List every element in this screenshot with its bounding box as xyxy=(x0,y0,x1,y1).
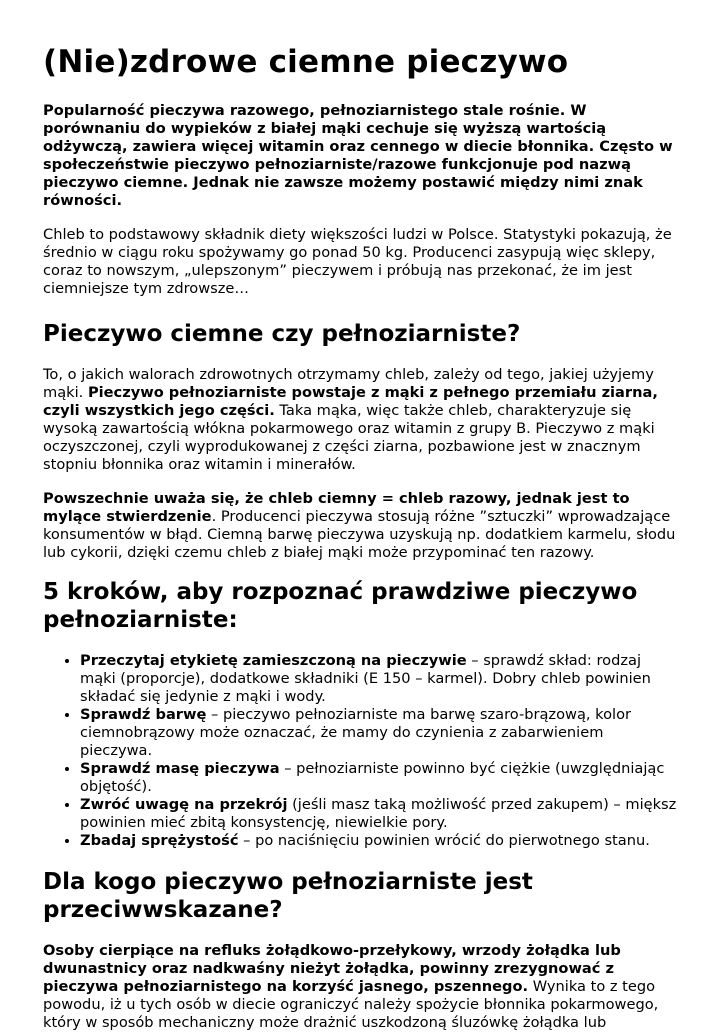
list-item-text: – po naciśnięciu powinien wrócić do pierwotnego stanu. xyxy=(238,832,650,849)
list-item-bold: Sprawdź barwę xyxy=(80,706,207,723)
list-item xyxy=(80,832,680,850)
list-item-bold: Zbadaj sprężystość xyxy=(80,832,239,849)
list-item xyxy=(80,796,680,832)
section1-p2-bold: Powszechnie uważa się, że chleb ciemny = chleb razowy, jednak jest to mylące stwierdzenie xyxy=(43,490,630,525)
section1-paragraph-1 xyxy=(43,366,680,474)
section-heading-five-steps: 5 kroków, aby rozpoznać prawdziwe pieczywo pełnoziarniste: xyxy=(43,579,638,633)
intro-paragraph: Chleb to podstawowy składnik diety większości ludzi w Polsce. Statystyki pokazują, że średnio w ciągu roku spożywamy go ponad 50 kg. Producenci zasypują więc sklepy, coraz to nowszym, „ulepszonym” pieczywem i próbują nas przekonać, że im jest ciemniejsze tym zdrowsze… xyxy=(43,226,672,297)
list-item xyxy=(80,706,680,760)
list-item xyxy=(80,760,680,796)
section3-p1-bold: Osoby cierpiące na refluks żołądkowo-przełykowy, wrzody żołądka lub dwunastnicy oraz nadkwaśny nieżyt żołądka, powinny zrezygnować z pieczywa pełnoziarnistego na korzyść jasnego, pszennego. xyxy=(43,942,621,995)
section1-p1-end: Taka mąka, więc także chleb, charakteryzuje się wysoką zawartością włókna pokarmowego oraz witamin z grupy B. Pieczywo z mąki oczyszczonej, czyli wyprodukowanej z części ziarna, pozbawione jest w znacznym stopniu błonnika oraz witamin i minerałów. xyxy=(43,402,655,473)
list-item-text: (jeśli masz taką możliwość przed zakupem) – miększ powinien mieć zbitą konsystencję, niewielkie pory. xyxy=(80,796,677,831)
list-item-bold: Sprawdź masę pieczywa xyxy=(80,760,280,777)
section1-p1-start: To, o jakich walorach zdrowotnych otrzymamy chleb, zależy od tego, jakiej użyjemy mąki. xyxy=(43,366,654,401)
lead-paragraph: Popularność pieczywa razowego, pełnoziarnistego stale rośnie. W porównaniu do wypieków z białej mąki cechuje się wyższą wartością odżywczą, zawiera więcej witamin oraz cennego w diecie błonnika. Często w społeczeństwie pieczywo pełnoziarniste/razowe funkcjonuje pod nazwą pieczywo ciemne. Jednak nie zawsze możemy postawić między nimi znak równości. xyxy=(43,102,673,209)
section1-p2-end: . Producenci pieczywa stosują różne ”sztuczki” wprowadzające konsumentów w błąd. Ciemną barwę pieczywa uzyskują np. dodatkiem karmelu, słodu lub cykorii, dzięki czemu chleb z białej mąki może przypominać ten razowy. xyxy=(43,508,676,561)
list-item-text: – pieczywo pełnoziarniste ma barwę szaro-brązową, kolor ciemnobrązowy może oznaczać, że mamy do czynienia z zabarwieniem pieczywa. xyxy=(80,706,632,759)
list-item-text: – pełnoziarniste powinno być ciężkie (uwzględniając objętość). xyxy=(80,760,665,795)
steps-list xyxy=(43,652,680,850)
section-heading-dark-vs-wholegrain: Pieczywo ciemne czy pełnoziarniste? xyxy=(43,321,521,347)
list-item-bold: Zwróć uwagę na przekrój xyxy=(80,796,288,813)
section3-p1-end: Wynika to z tego powodu, iż u tych osób w diecie ograniczyć należy spożycie błonnika pokarmowego, który w sposób mechaniczny może drażnić uszkodzoną śluzówkę żołądka lub xyxy=(43,978,659,1031)
page-title: (Nie)zdrowe ciemne pieczywo xyxy=(43,44,569,80)
section1-paragraph-2 xyxy=(43,490,680,562)
list-item-text: – sprawdź skład: rodzaj mąki (proporcje), dodatkowe składniki (E 150 – karmel). Dobry chleb powinien składać się jedynie z mąki i wody. xyxy=(80,652,651,705)
section1-p1-bold: Pieczywo pełnoziarniste powstaje z mąki z pełnego przemiału ziarna, czyli wszystkich jego części. xyxy=(43,384,658,419)
list-item xyxy=(80,652,680,706)
section-heading-contraindications: Dla kogo pieczywo pełnoziarniste jest przeciwwskazane? xyxy=(43,869,533,923)
section3-paragraph-1 xyxy=(43,942,680,1032)
list-item-bold: Przeczytaj etykietę zamieszczoną na pieczywie xyxy=(80,652,467,669)
